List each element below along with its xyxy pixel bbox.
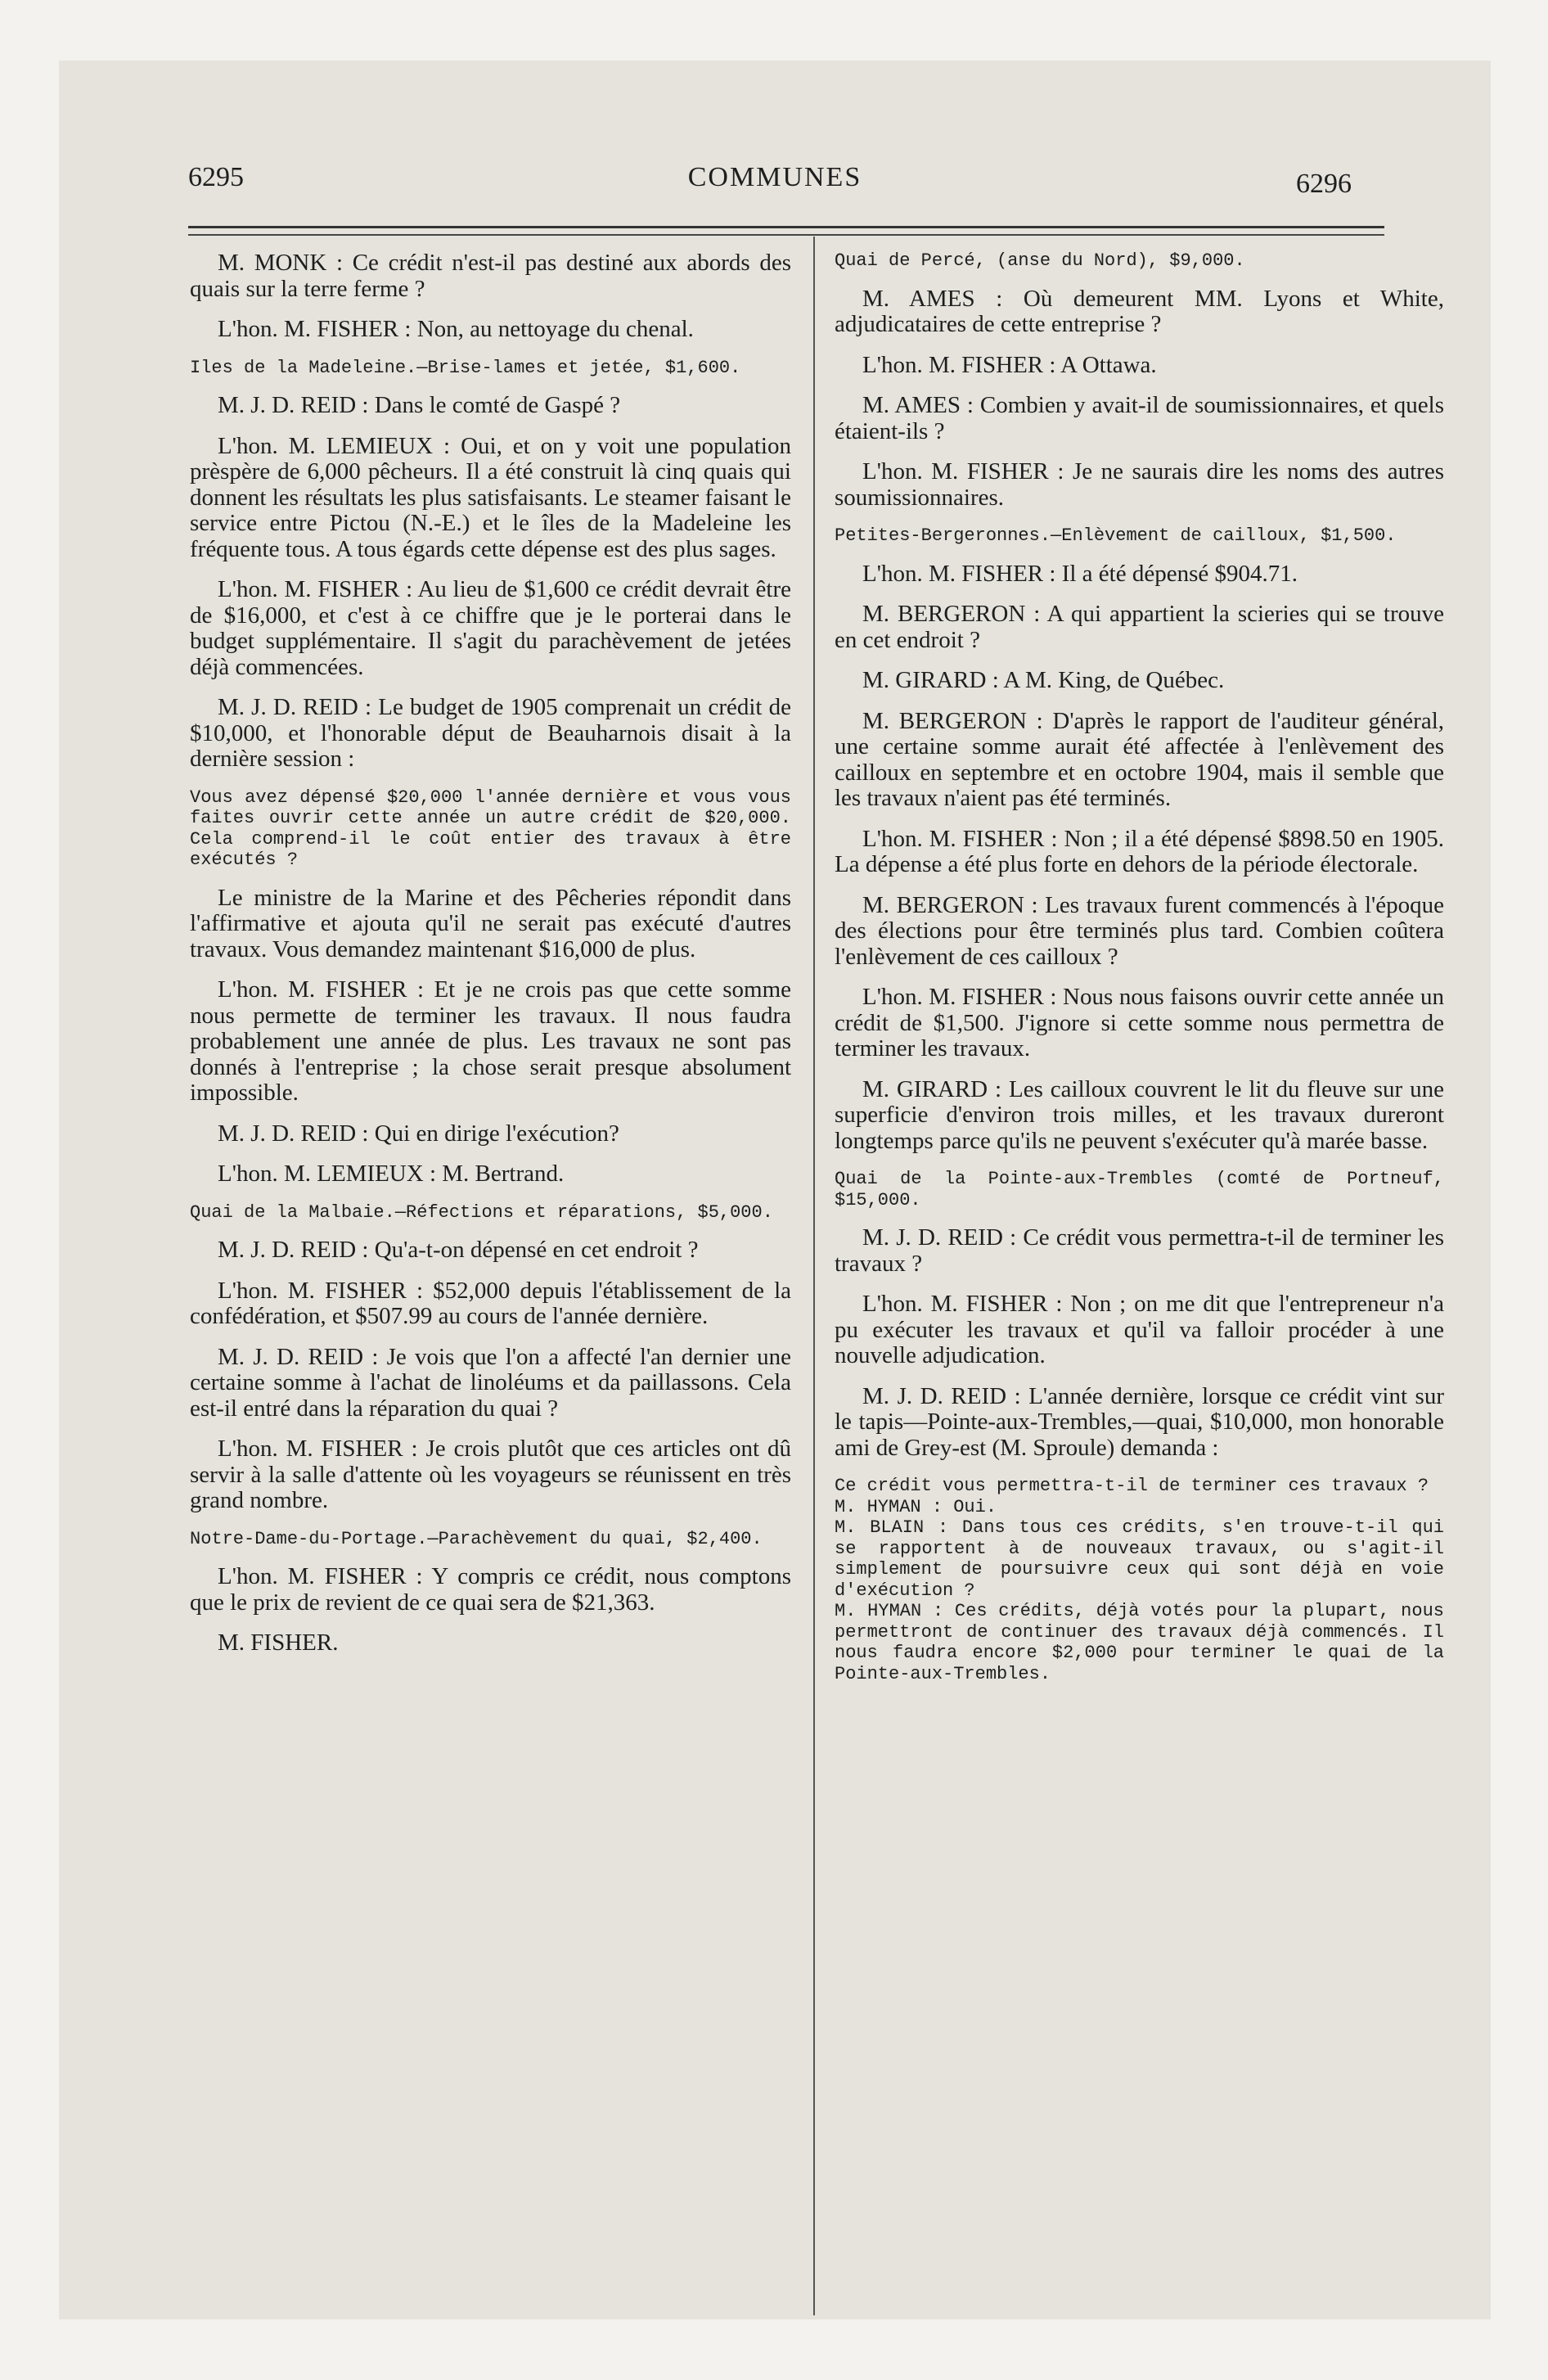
debate-paragraph: L'hon. M. LEMIEUX : Oui, et on y voit une population prèspère de 6,000 pêcheurs. Il a été construit là cinq quais qui donnent les résultats les plus satisfaisants. Le steamer faisant le service entre Pictou (N.-E.) et le îles de la Madeleine les fréquente tous. A tous égards cette dépense est des plus sages. <box>190 432 791 562</box>
quoted-exchange <box>835 1476 1444 1684</box>
quoted-line: Ce crédit vous permettra-t-il de terminer ces travaux ? <box>835 1476 1429 1496</box>
header-rule-bottom <box>188 234 1384 236</box>
debate-paragraph: L'hon. M. FISHER : Non, au nettoyage du chenal. <box>218 316 694 342</box>
debate-paragraph: L'hon. M. FISHER : Il a été dépensé $904.71. <box>862 560 1298 587</box>
debate-paragraph: L'hon. M. FISHER : Au lieu de $1,600 ce crédit devrait être de $16,000, et c'est à ce chiffre que je le porterai dans le budget supplémentaire. Il s'agit du parachèvement de jetées déjà commencées. <box>190 576 791 680</box>
budget-item: Vous avez dépensé $20,000 l'année dernière et vous vous faites ouvrir cette année un autre crédit de $20,000. Cela comprend-il le coût entier des travaux à être exécutés ? <box>190 787 791 870</box>
page-number-right: 6296 <box>1296 169 1352 199</box>
debate-paragraph: M. BERGERON : A qui appartient la scieries qui se trouve en cet endroit ? <box>835 601 1444 653</box>
debate-paragraph: M. BERGERON : D'après le rapport de l'auditeur général, une certaine somme aurait été affectée à l'enlèvement des cailloux en septembre et en octobre 1904, mais il semble que les travaux n'aient pas été terminés. <box>835 707 1444 811</box>
debate-paragraph: M. J. D. REID : Dans le comté de Gaspé ? <box>218 392 621 418</box>
debate-paragraph: L'hon. M. FISHER : Non ; on me dit que l'entrepreneur n'a pu exécuter les travaux et qu'il va falloir procéder à une nouvelle adjudication. <box>835 1291 1444 1368</box>
debate-paragraph: L'hon. M. FISHER : Y compris ce crédit, nous comptons que le prix de revient de ce quai sera de $21,363. <box>190 1563 791 1616</box>
right-column <box>835 250 1444 1684</box>
debate-paragraph: L'hon. M. FISHER : $52,000 depuis l'établissement de la confédération, et $507.99 au cours de l'année dernière. <box>190 1277 791 1329</box>
column-divider <box>813 237 815 2315</box>
running-header <box>59 162 1491 208</box>
debate-paragraph: L'hon. M. FISHER : Je ne saurais dire les noms des autres soumissionnaires. <box>835 458 1444 511</box>
budget-item: Notre-Dame-du-Portage.—Parachèvement du quai, $2,400. <box>190 1528 763 1549</box>
debate-paragraph: M. J. D. REID : L'année dernière, lorsque ce crédit vint sur le tapis—Pointe-aux-Trembles,—quai, $10,000, mon honorable ami de Grey-est (M. Sproule) demanda : <box>835 1382 1444 1461</box>
budget-item: Quai de la Malbaie.—Réfections et réparations, $5,000. <box>190 1201 773 1223</box>
debate-paragraph: L'hon. M. LEMIEUX : M. Bertrand. <box>218 1161 565 1187</box>
debate-paragraph: M. J. D. REID : Qu'a-t-on dépensé en cet endroit ? <box>218 1237 699 1263</box>
debate-paragraph: M. GIRARD : Les cailloux couvrent le lit du fleuve sur une superficie d'environ trois milles, et les travaux dureront longtemps parce qu'ils ne peuvent s'exécuter qu'à marée basse. <box>835 1075 1444 1154</box>
debate-paragraph: M. GIRARD : A M. King, de Québec. <box>862 667 1225 693</box>
debate-paragraph: M. BERGERON : Les travaux furent commencés à l'époque des élections pour être terminés plus tard. Combien coûtera l'enlèvement de ces cailloux ? <box>835 891 1444 970</box>
debate-paragraph: M. AMES : Combien y avait-il de soumissionnaires, et quels étaient-ils ? <box>835 392 1444 444</box>
left-column <box>190 250 791 1671</box>
quoted-line: M. HYMAN : Ces crédits, déjà votés pour la plupart, nous permettront de continuer des travaux déjà commencés. Il nous faudra encore $2,000 pour terminer le quai de la Pointe-aux-Trembles. <box>835 1601 1444 1684</box>
budget-item: Petites-Bergeronnes.—Enlèvement de cailloux, $1,500. <box>835 525 1397 546</box>
debate-paragraph: M. J. D. REID : Je vois que l'on a affecté l'an dernier une certaine somme à l'achat de linoléums et da paillassons. Cela est-il entré dans la réparation du quai ? <box>190 1343 791 1422</box>
quoted-line: M. BLAIN : Dans tous ces crédits, s'en trouve-t-il qui se rapportent à de nouveaux travaux, ou s'agit-il simplement de poursuivre ceux qui sont déjà en voie d'exécution ? <box>835 1517 1444 1601</box>
debate-paragraph: M. MONK : Ce crédit n'est-il pas destiné aux abords des quais sur la terre ferme ? <box>190 250 791 302</box>
budget-item: Iles de la Madeleine.—Brise-lames et jetée, $1,600. <box>190 357 741 378</box>
speaker-line: M. FISHER. <box>218 1629 339 1656</box>
page-number-left: 6295 <box>188 162 244 192</box>
debate-paragraph: M. J. D. REID : Ce crédit vous permettra-t-il de terminer les travaux ? <box>835 1224 1444 1277</box>
debate-paragraph: M. AMES : Où demeurent MM. Lyons et White, adjudicataires de cette entreprise ? <box>835 285 1444 337</box>
debate-paragraph: M. J. D. REID : Le budget de 1905 comprenait un crédit de $10,000, et l'honorable déput de Beauharnois disait à la dernière session : <box>190 694 791 772</box>
header-rule-top <box>188 226 1384 228</box>
debate-paragraph: Le ministre de la Marine et des Pêcheries répondit dans l'affirmative et ajouta qu'il ne serait pas exécuté d'autres travaux. Vous demandez maintenant $16,000 de plus. <box>190 884 791 962</box>
budget-item: Quai de Percé, (anse du Nord), $9,000. <box>835 250 1245 271</box>
debate-paragraph: L'hon. M. FISHER : Non ; il a été dépensé $898.50 en 1905. La dépense a été plus forte en dehors de la période électorale. <box>835 825 1444 877</box>
budget-item: Quai de la Pointe-aux-Trembles (comté de Portneuf, $15,000. <box>835 1169 1444 1210</box>
debate-paragraph: L'hon. M. FISHER : Je crois plutôt que ces articles ont dû servir à la salle d'attente où les voyageurs se réunissent en très grand nombre. <box>190 1436 791 1513</box>
quoted-line: M. HYMAN : Oui. <box>835 1496 997 1517</box>
page-title: COMMUNES <box>687 162 862 192</box>
debate-paragraph: L'hon. M. FISHER : Nous nous faisons ouvrir cette année un crédit de $1,500. J'ignore si cette somme nous permettra de terminer les travaux. <box>835 984 1444 1062</box>
debate-paragraph: M. J. D. REID : Qui en dirige l'exécution? <box>218 1120 619 1147</box>
debate-paragraph: L'hon. M. FISHER : A Ottawa. <box>862 351 1157 378</box>
page <box>59 61 1491 2319</box>
debate-paragraph: L'hon. M. FISHER : Et je ne crois pas que cette somme nous permette de terminer les travaux. Il nous faudra probablement une année de plus. Les travaux ne sont pas donnés à l'entreprise ; la chose serait presque absolument impossible. <box>190 976 791 1106</box>
